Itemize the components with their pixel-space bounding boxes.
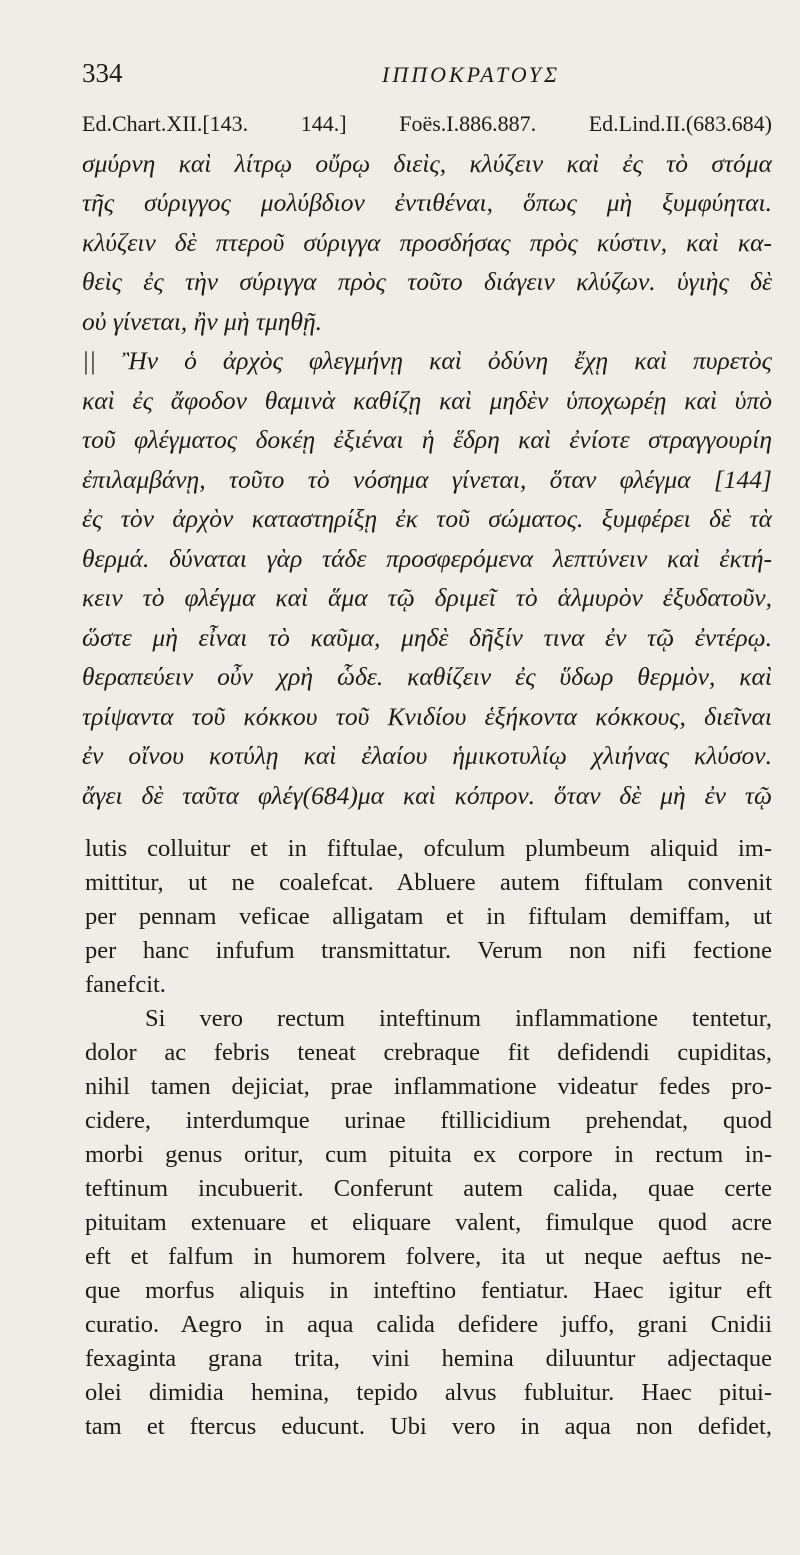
latin-text-line: fexaginta grana trita, vini hemina diluuntur adjectaque — [85, 1345, 772, 1372]
greek-text-line: ἐν οἴνου κοτύλῃ καὶ ἐλαίου ἡμικοτυλίῳ χλιήνας κλύσον. — [82, 741, 772, 770]
greek-text-line: θεὶς ἐς τὴν σύριγγα πρὸς τοῦτο διάγειν κλύζων. ὑγιὴς δὲ — [82, 267, 772, 296]
greek-text-line: οὐ γίνεται, ἢν μὴ τμηθῇ. — [82, 306, 322, 336]
latin-text-line: nihil tamen dejiciat, prae inflammatione videatur fedes pro- — [85, 1073, 772, 1100]
greek-text-line: κειν τὸ φλέγμα καὶ ἅμα τῷ δριμεῖ τὸ ἁλμυρὸν ἐξυδατοῦν, — [82, 583, 772, 612]
latin-text-line: fanefcit. — [85, 971, 166, 998]
greek-text-line: καὶ ἐς ἄφοδον θαμινὰ καθίζῃ καὶ μηδὲν ὑποχωρέῃ καὶ ὑπὸ — [82, 385, 772, 415]
greek-text-line: ὥστε μὴ εἶναι τὸ καῦμα, μηδὲ δῆξίν τινα ἐν τῷ ἐντέρῳ. — [82, 622, 772, 652]
latin-text-line: cidere, interdumque urinae ftillicidium prehendat, quod — [85, 1107, 772, 1134]
latin-translation-block — [85, 832, 772, 1444]
greek-text-line: θεραπεύειν οὖν χρὴ ὧδε. καθίζειν ἐς ὕδωρ θερμὸν, καὶ — [82, 662, 772, 691]
latin-text-line: curatio. Aegro in aqua calida defidere juffo, grani Cnidii — [85, 1311, 772, 1338]
latin-text-line: per hanc infufum transmittatur. Verum non nifi fectione — [85, 937, 772, 964]
greek-text-line: κλύζειν δὲ πτεροῦ σύριγγα προσδήσας πρὸς κύστιν, καὶ κα- — [82, 227, 772, 257]
latin-text-line: dolor ac febris teneat crebraque fit defidendi cupiditas, — [85, 1039, 772, 1066]
page-header — [82, 58, 772, 92]
edition-reference-line: Ed.Chart.XII.[143. 144.] Foës.I.886.887. Ed.Lind.II.(683.684) — [82, 111, 772, 136]
latin-text-line: mittitur, ut ne coalefcat. Abluere autem fiftulam convenit — [85, 869, 772, 896]
latin-text-line: lutis colluitur et in fiftulae, ofculum plumbeum aliquid im- — [85, 835, 772, 862]
page-number: 334 — [82, 58, 123, 88]
latin-text-line: morbi genus oritur, cum pituita ex corpore in rectum in- — [85, 1141, 772, 1168]
latin-text-line: tam et ftercus educunt. Ubi vero in aqua non defidet, — [85, 1413, 772, 1440]
greek-text-line: ἄγει δὲ ταῦτα φλέγ(684)μα καὶ κόπρον. ὅταν δὲ μὴ ἐν τῷ — [82, 780, 772, 810]
greek-text-line: ἐς τὸν ἀρχὸν καταστηρίξῃ ἐκ τοῦ σώματος. ξυμφέρει δὲ τὰ — [82, 504, 772, 533]
greek-text-line: τρίψαντα τοῦ κόκκου τοῦ Κνιδίου ἑξήκοντα κόκκους, διεῖναι — [82, 701, 772, 731]
running-head: ΙΠΠΟΚΡΑΤΟΥΣ — [382, 62, 561, 87]
latin-text-line: Si vero rectum inteftinum inflammatione tentetur, — [145, 1005, 772, 1032]
greek-text-line: ἐπιλαμβάνῃ, τοῦτο τὸ νόσημα γίνεται, ὅταν φλέγμα [144] — [82, 464, 772, 494]
latin-paragraph — [85, 1002, 772, 1444]
latin-paragraph — [85, 832, 772, 1002]
latin-text-line: eft et falfum in humorem folvere, ita ut neque aeftus ne- — [85, 1243, 772, 1270]
latin-text-line: olei dimidia hemina, tepido alvus fubluitur. Haec pitui- — [85, 1379, 772, 1406]
greek-text-line: τοῦ φλέγματος δοκέῃ ἐξιέναι ἡ ἕδρη καὶ ἐνίοτε στραγγουρίη — [82, 425, 772, 454]
greek-text-block — [82, 104, 772, 815]
greek-text-line: σμύρνη καὶ λίτρῳ οὔρῳ διεὶς, κλύζειν καὶ ἐς τὸ στόμα — [82, 148, 772, 178]
greek-text-line: || Ἢν ὁ ἀρχὸς φλεγμήνῃ καὶ ὀδύνη ἔχῃ καὶ πυρετὸς — [82, 346, 772, 375]
latin-text-line: pituitam extenuare et eliquare valent, fimulque quod acre — [85, 1209, 772, 1236]
greek-text-line: θερμά. δύναται γὰρ τάδε προσφερόμενα λεπτύνειν καὶ ἐκτή- — [82, 543, 772, 573]
latin-text-line: per pennam veficae alligatam et in fiftulam demiffam, ut — [85, 903, 772, 930]
latin-text-line: teftinum incubuerit. Conferunt autem calida, quae certe — [85, 1175, 772, 1202]
greek-text-line: τῆς σύριγγος μολύβδιον ἐντιθέναι, ὅπως μὴ ξυμφύηται. — [82, 188, 772, 217]
latin-text-line: que morfus aliquis in inteftino fentiatur. Haec igitur eft — [85, 1277, 772, 1304]
